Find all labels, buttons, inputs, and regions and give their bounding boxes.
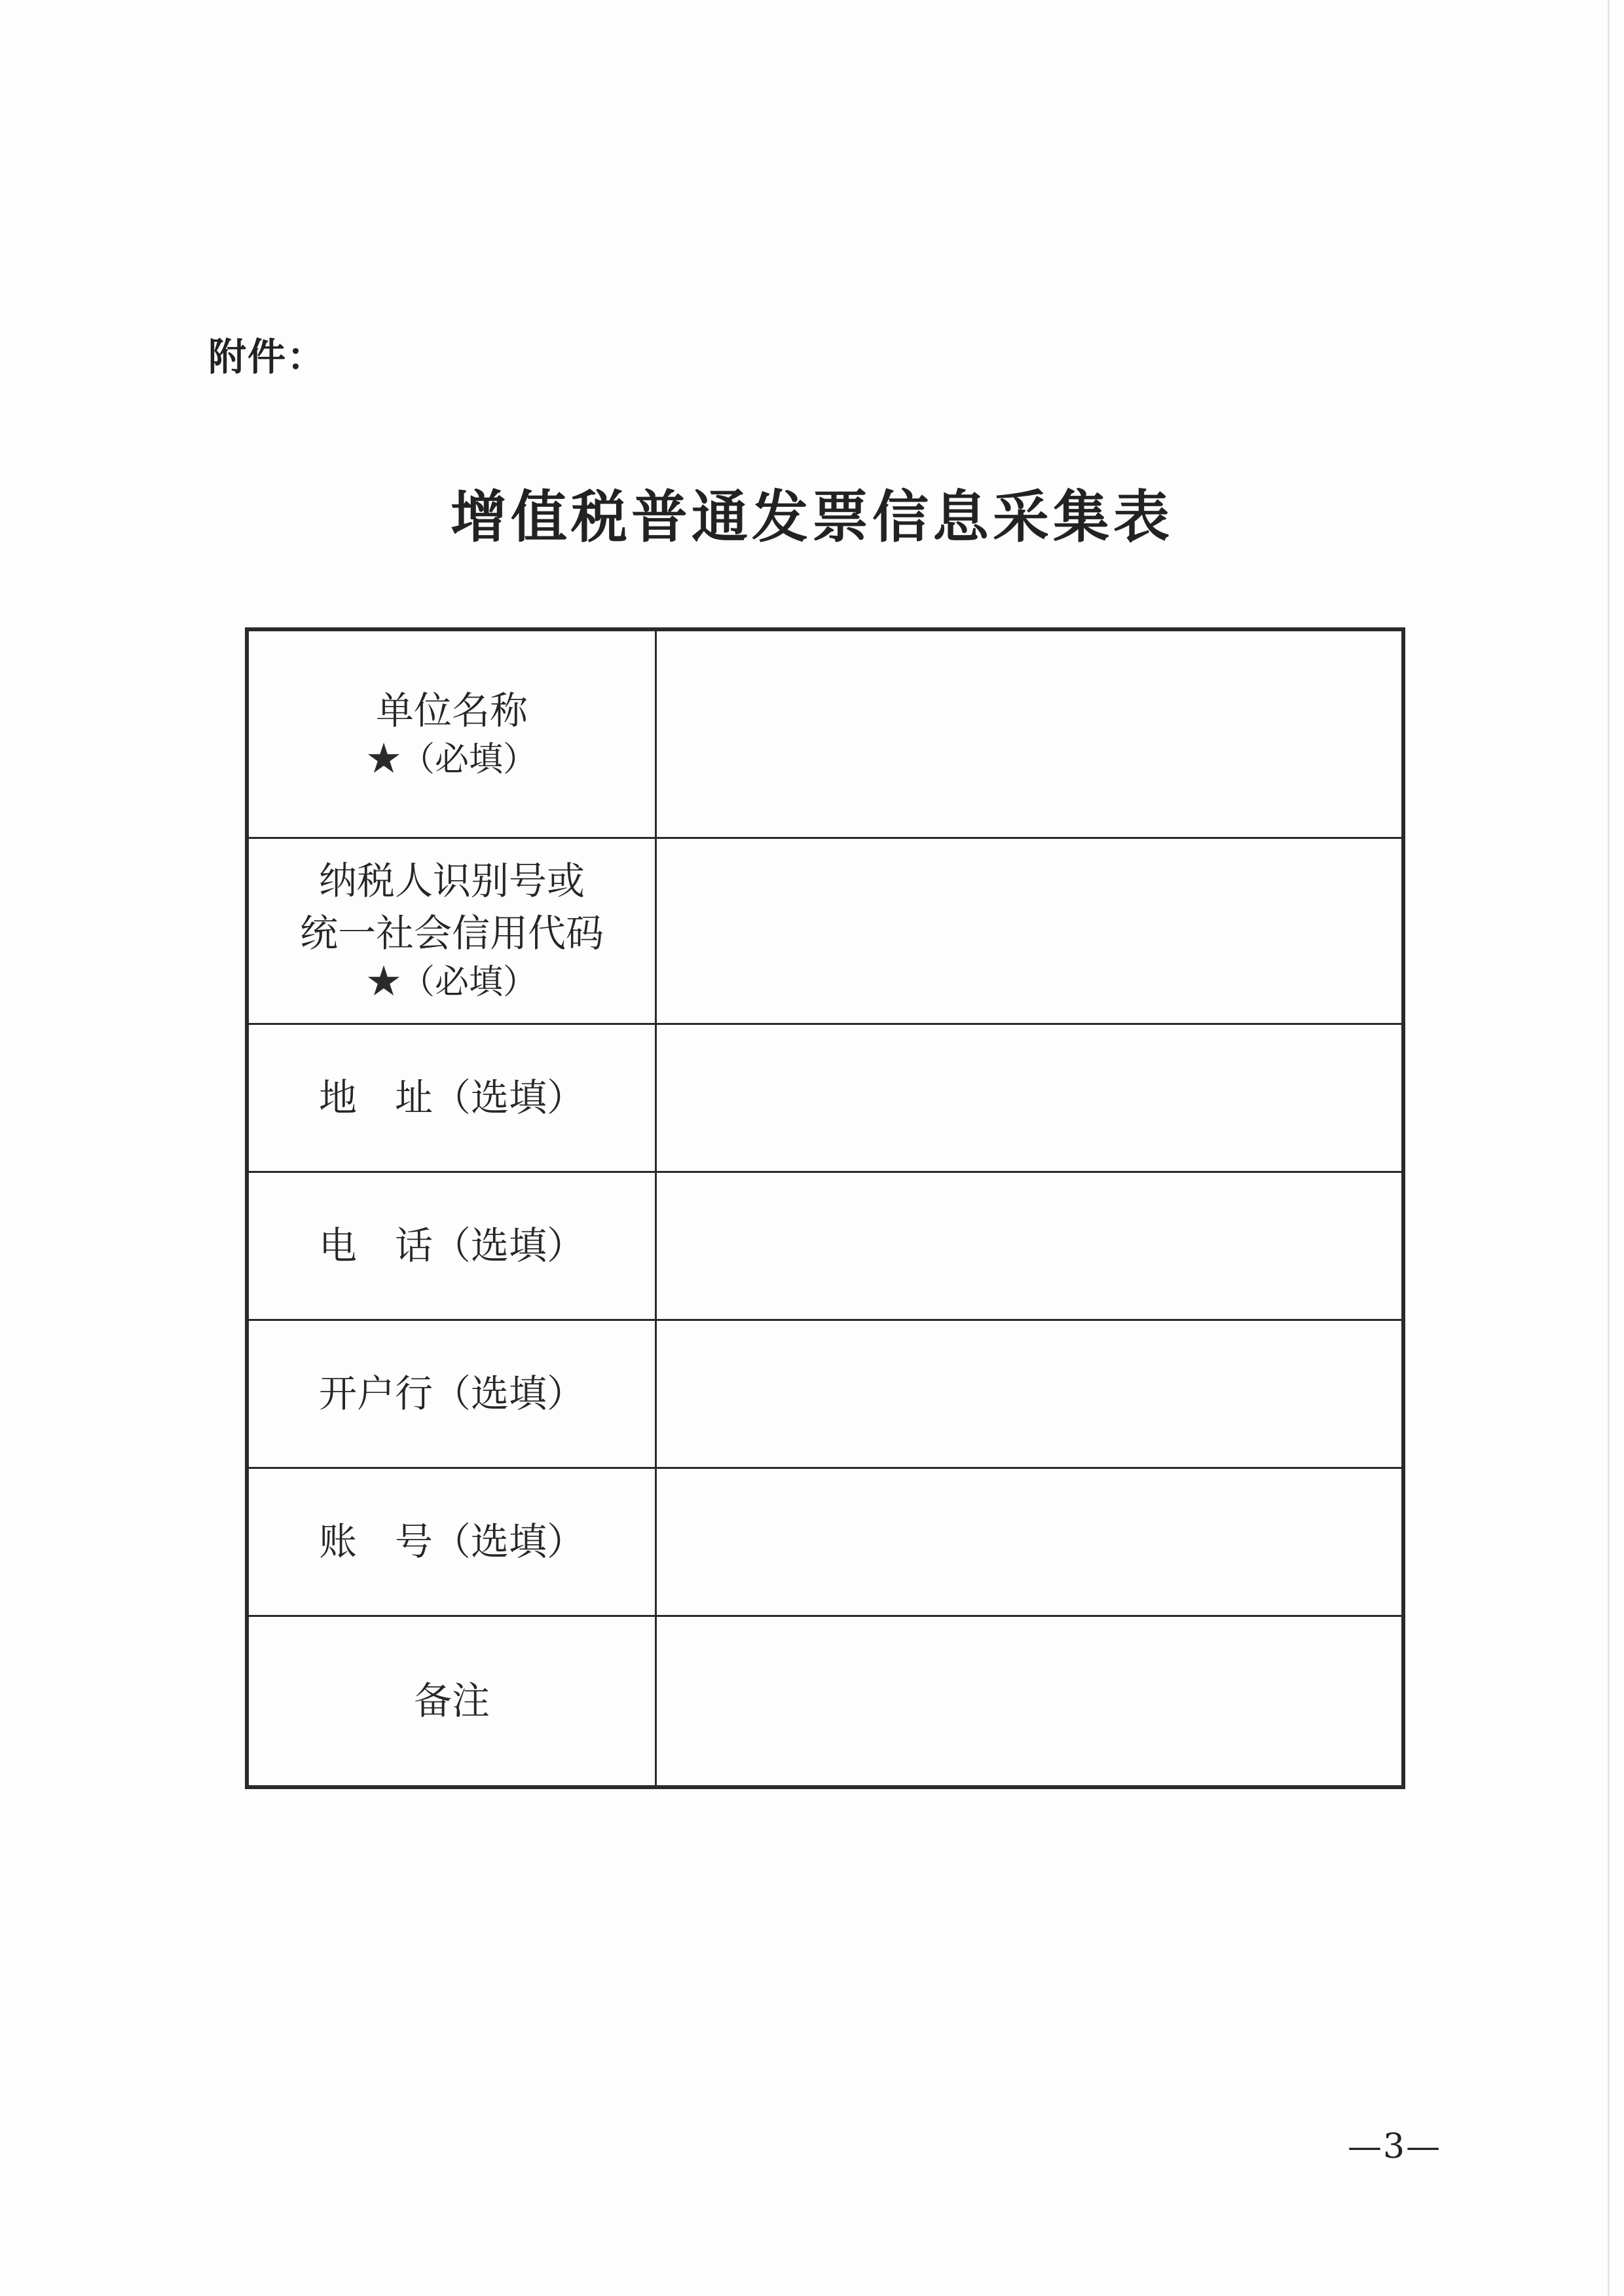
label-address: 地 址（选填） — [247, 1024, 656, 1172]
table-row — [247, 629, 1403, 838]
table-row — [247, 1024, 1403, 1172]
label-company-name: 单位名称 ★（必填） — [247, 629, 656, 838]
form-title: 增值税普通发票信息采集表 — [451, 485, 1173, 550]
company-name-field[interactable] — [656, 629, 1404, 838]
optional-note: （选填） — [433, 1519, 585, 1564]
star-icon: ★ — [366, 739, 401, 779]
info-collection-table — [245, 627, 1405, 1789]
address-field[interactable] — [656, 1024, 1404, 1172]
attachment-label: 附件： — [208, 335, 327, 379]
bank-field[interactable] — [656, 1320, 1404, 1468]
star-icon: ★ — [366, 963, 401, 1003]
table-row — [247, 1468, 1403, 1616]
required-note: （必填） — [401, 963, 538, 1003]
page-number: —3— — [1348, 2127, 1442, 2166]
remarks-field[interactable] — [656, 1616, 1404, 1787]
page-edge — [1608, 0, 1610, 2296]
label-account: 账 号（选填） — [247, 1468, 656, 1616]
optional-note: （选填） — [433, 1223, 585, 1268]
label-phone: 电 话（选填） — [247, 1172, 656, 1320]
table-row — [247, 1616, 1403, 1787]
table-row — [247, 1320, 1403, 1468]
optional-note: （选填） — [433, 1371, 585, 1416]
label-taxpayer-id: 纳税人识别号或 统一社会信用代码 ★（必填） — [247, 838, 656, 1024]
taxpayer-id-field[interactable] — [656, 838, 1404, 1024]
account-field[interactable] — [656, 1468, 1404, 1616]
label-bank: 开户行（选填） — [247, 1320, 656, 1468]
label-remarks: 备注 — [247, 1616, 656, 1787]
required-note: （必填） — [401, 739, 538, 779]
table-row — [247, 838, 1403, 1024]
table-row — [247, 1172, 1403, 1320]
phone-field[interactable] — [656, 1172, 1404, 1320]
optional-note: （选填） — [433, 1075, 585, 1120]
